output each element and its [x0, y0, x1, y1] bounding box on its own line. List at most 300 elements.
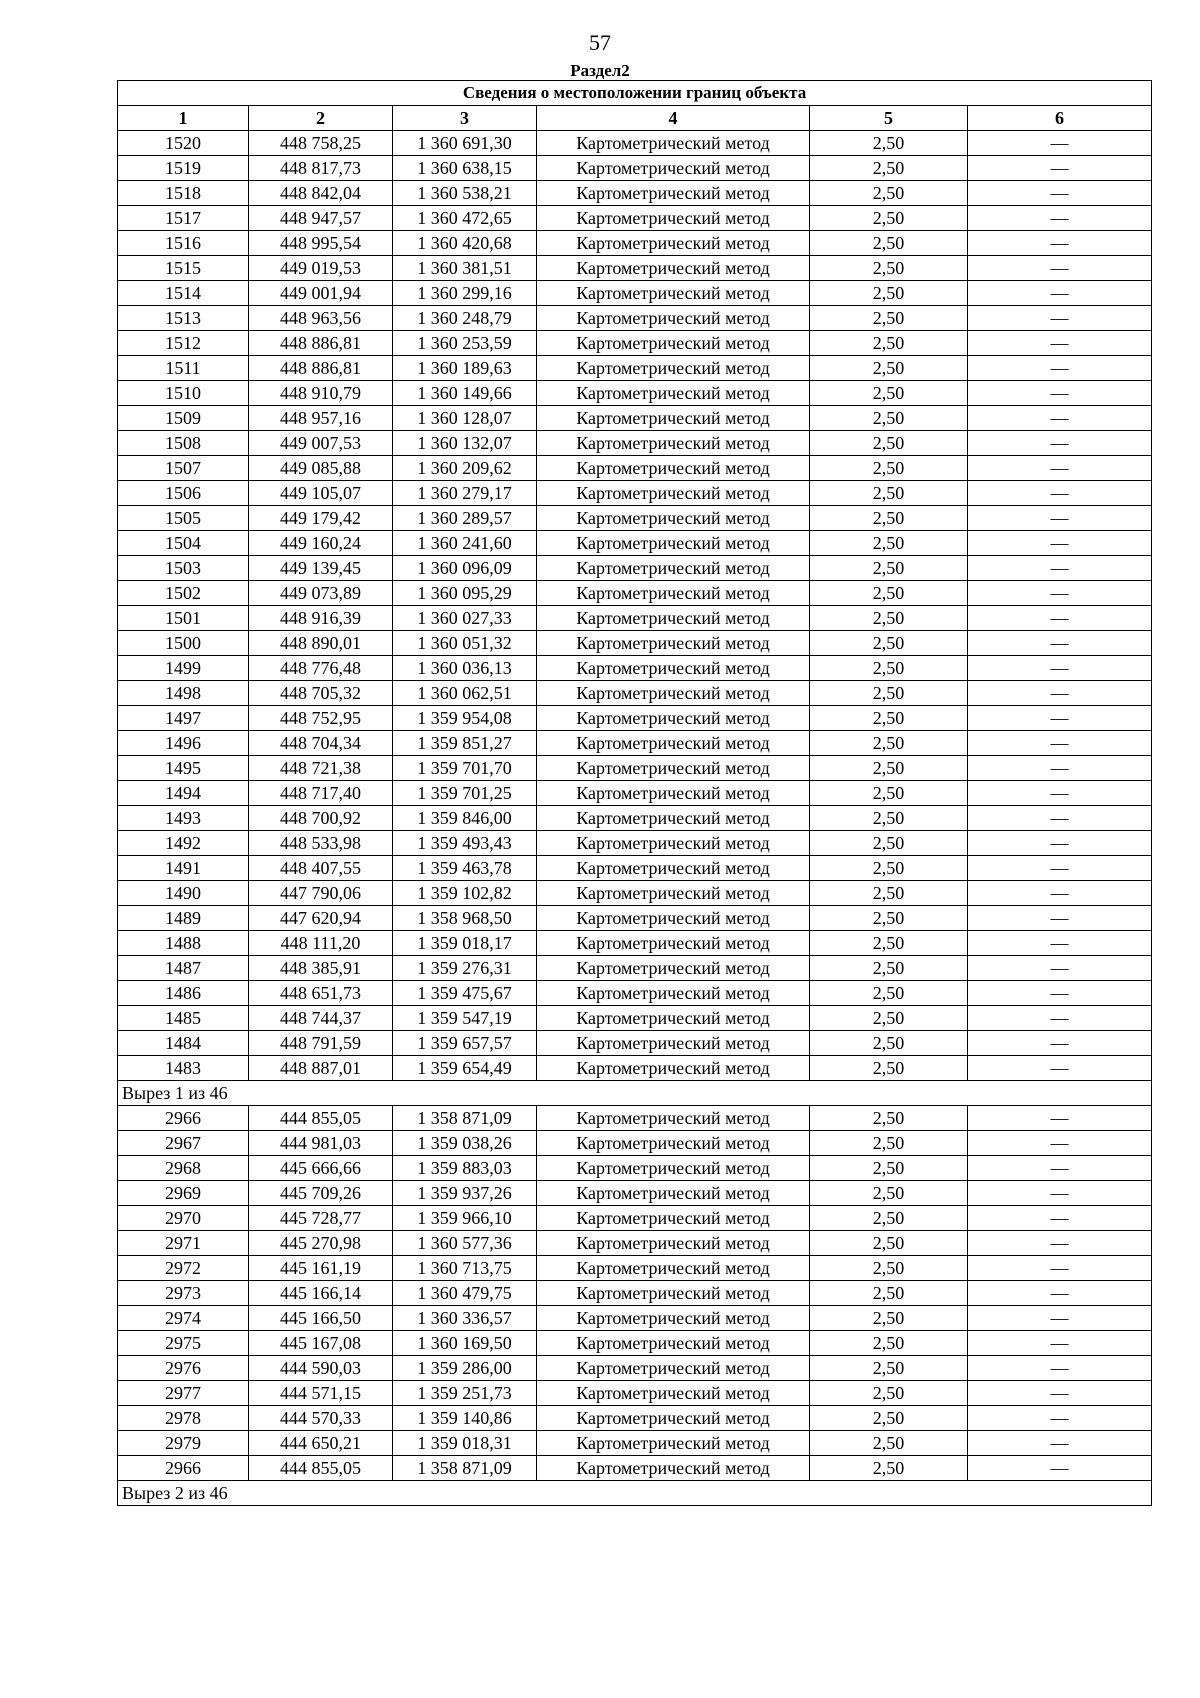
- cell-y-coordinate: 1 360 336,57: [393, 1306, 537, 1331]
- cell-point-number: 1510: [118, 381, 249, 406]
- cell-description: —: [968, 131, 1152, 156]
- table-row: [118, 706, 1152, 731]
- column-header-4: 4: [537, 106, 810, 131]
- cell-point-number: 1512: [118, 331, 249, 356]
- cell-point-number: 1493: [118, 806, 249, 831]
- cell-x-coordinate: 448 842,04: [249, 181, 393, 206]
- cell-x-coordinate: 448 957,16: [249, 406, 393, 431]
- cell-precision: 2,50: [810, 756, 968, 781]
- cell-precision: 2,50: [810, 831, 968, 856]
- table-row: [118, 956, 1152, 981]
- cell-x-coordinate: 448 890,01: [249, 631, 393, 656]
- table-row: [118, 356, 1152, 381]
- cell-description: —: [968, 806, 1152, 831]
- cell-method: Картометрический метод: [537, 1181, 810, 1206]
- cell-y-coordinate: 1 359 657,57: [393, 1031, 537, 1056]
- cell-precision: 2,50: [810, 1356, 968, 1381]
- cell-point-number: 1518: [118, 181, 249, 206]
- cell-precision: 2,50: [810, 631, 968, 656]
- cell-precision: 2,50: [810, 931, 968, 956]
- cell-x-coordinate: 448 995,54: [249, 231, 393, 256]
- cell-point-number: 1485: [118, 1006, 249, 1031]
- cell-x-coordinate: 444 571,15: [249, 1381, 393, 1406]
- cell-method: Картометрический метод: [537, 1106, 810, 1131]
- cell-method: Картометрический метод: [537, 806, 810, 831]
- cell-method: Картометрический метод: [537, 1381, 810, 1406]
- cell-description: —: [968, 1031, 1152, 1056]
- cell-x-coordinate: 444 650,21: [249, 1431, 393, 1456]
- cell-description: —: [968, 781, 1152, 806]
- cell-precision: 2,50: [810, 581, 968, 606]
- cell-x-coordinate: 444 590,03: [249, 1356, 393, 1381]
- cell-x-coordinate: 445 166,14: [249, 1281, 393, 1306]
- cell-x-coordinate: 448 758,25: [249, 131, 393, 156]
- cell-method: Картометрический метод: [537, 956, 810, 981]
- cell-method: Картометрический метод: [537, 206, 810, 231]
- column-header-6: 6: [968, 106, 1152, 131]
- cell-y-coordinate: 1 360 253,59: [393, 331, 537, 356]
- cell-x-coordinate: 448 752,95: [249, 706, 393, 731]
- cell-y-coordinate: 1 358 968,50: [393, 906, 537, 931]
- cell-y-coordinate: 1 360 638,15: [393, 156, 537, 181]
- cell-method: Картометрический метод: [537, 156, 810, 181]
- table-row: [118, 1206, 1152, 1231]
- cell-x-coordinate: 448 886,81: [249, 356, 393, 381]
- cell-x-coordinate: 449 085,88: [249, 456, 393, 481]
- cell-x-coordinate: 448 963,56: [249, 306, 393, 331]
- cell-method: Картометрический метод: [537, 181, 810, 206]
- table-row: [118, 881, 1152, 906]
- cell-x-coordinate: 449 073,89: [249, 581, 393, 606]
- cell-precision: 2,50: [810, 406, 968, 431]
- cell-method: Картометрический метод: [537, 706, 810, 731]
- cell-y-coordinate: 1 360 027,33: [393, 606, 537, 631]
- cell-y-coordinate: 1 359 102,82: [393, 881, 537, 906]
- cell-y-coordinate: 1 359 851,27: [393, 731, 537, 756]
- cell-point-number: 1494: [118, 781, 249, 806]
- cell-precision: 2,50: [810, 806, 968, 831]
- cell-y-coordinate: 1 360 299,16: [393, 281, 537, 306]
- cell-description: —: [968, 606, 1152, 631]
- cell-y-coordinate: 1 359 937,26: [393, 1181, 537, 1206]
- cell-x-coordinate: 448 700,92: [249, 806, 393, 831]
- cell-method: Картометрический метод: [537, 1281, 810, 1306]
- cell-precision: 2,50: [810, 1256, 968, 1281]
- cell-method: Картометрический метод: [537, 831, 810, 856]
- column-header-3: 3: [393, 106, 537, 131]
- cell-method: Картометрический метод: [537, 1331, 810, 1356]
- table-row: [118, 606, 1152, 631]
- cell-precision: 2,50: [810, 706, 968, 731]
- table-row: [118, 831, 1152, 856]
- cell-description: —: [968, 931, 1152, 956]
- cell-point-number: 1502: [118, 581, 249, 606]
- column-header-5: 5: [810, 106, 968, 131]
- cell-point-number: 1505: [118, 506, 249, 531]
- cell-y-coordinate: 1 358 871,09: [393, 1106, 537, 1131]
- cell-y-coordinate: 1 359 475,67: [393, 981, 537, 1006]
- cell-method: Картометрический метод: [537, 381, 810, 406]
- cell-y-coordinate: 1 359 276,31: [393, 956, 537, 981]
- cell-y-coordinate: 1 358 871,09: [393, 1456, 537, 1481]
- cell-point-number: 2974: [118, 1306, 249, 1331]
- cell-method: Картометрический метод: [537, 281, 810, 306]
- cell-y-coordinate: 1 360 036,13: [393, 656, 537, 681]
- cell-description: —: [968, 406, 1152, 431]
- cell-y-coordinate: 1 359 463,78: [393, 856, 537, 881]
- cell-precision: 2,50: [810, 231, 968, 256]
- cell-point-number: 1519: [118, 156, 249, 181]
- cell-y-coordinate: 1 360 132,07: [393, 431, 537, 456]
- cell-method: Картометрический метод: [537, 1231, 810, 1256]
- table-row: [118, 856, 1152, 881]
- cell-point-number: 1488: [118, 931, 249, 956]
- cell-method: Картометрический метод: [537, 1431, 810, 1456]
- cell-description: —: [968, 1181, 1152, 1206]
- table-row: [118, 556, 1152, 581]
- cell-description: —: [968, 1306, 1152, 1331]
- cell-y-coordinate: 1 360 289,57: [393, 506, 537, 531]
- cell-description: —: [968, 1006, 1152, 1031]
- cell-description: —: [968, 431, 1152, 456]
- cell-x-coordinate: 448 704,34: [249, 731, 393, 756]
- cell-method: Картометрический метод: [537, 631, 810, 656]
- cell-method: Картометрический метод: [537, 456, 810, 481]
- section-title: Раздел2: [570, 61, 630, 80]
- cell-point-number: 1486: [118, 981, 249, 1006]
- cell-y-coordinate: 1 360 095,29: [393, 581, 537, 606]
- cell-x-coordinate: 444 570,33: [249, 1406, 393, 1431]
- table-body: [118, 131, 1152, 1506]
- cell-description: —: [968, 906, 1152, 931]
- cell-x-coordinate: 444 855,05: [249, 1456, 393, 1481]
- cell-description: —: [968, 481, 1152, 506]
- cell-point-number: 2973: [118, 1281, 249, 1306]
- table-row: [118, 1356, 1152, 1381]
- cell-point-number: 1484: [118, 1031, 249, 1056]
- cell-description: —: [968, 856, 1152, 881]
- table-row: [118, 1281, 1152, 1306]
- cell-x-coordinate: 448 721,38: [249, 756, 393, 781]
- cell-method: Картометрический метод: [537, 606, 810, 631]
- table-row: [118, 156, 1152, 181]
- table-row: [118, 1181, 1152, 1206]
- cell-x-coordinate: 447 620,94: [249, 906, 393, 931]
- cell-y-coordinate: 1 359 883,03: [393, 1156, 537, 1181]
- cell-point-number: 1507: [118, 456, 249, 481]
- cell-precision: 2,50: [810, 131, 968, 156]
- table-row: [118, 1381, 1152, 1406]
- cell-precision: 2,50: [810, 431, 968, 456]
- cell-description: —: [968, 1231, 1152, 1256]
- cell-description: —: [968, 331, 1152, 356]
- cell-description: —: [968, 156, 1152, 181]
- table-row: [118, 1256, 1152, 1281]
- table-row: [118, 906, 1152, 931]
- cell-x-coordinate: 448 651,73: [249, 981, 393, 1006]
- table-row: [118, 1231, 1152, 1256]
- cell-precision: 2,50: [810, 556, 968, 581]
- table-row: [118, 731, 1152, 756]
- cell-description: —: [968, 1456, 1152, 1481]
- table-row: [118, 1306, 1152, 1331]
- cell-point-number: 1500: [118, 631, 249, 656]
- cell-x-coordinate: 447 790,06: [249, 881, 393, 906]
- cell-point-number: 2970: [118, 1206, 249, 1231]
- cell-x-coordinate: 444 855,05: [249, 1106, 393, 1131]
- cell-precision: 2,50: [810, 1306, 968, 1331]
- cell-x-coordinate: 448 744,37: [249, 1006, 393, 1031]
- cell-point-number: 1514: [118, 281, 249, 306]
- cell-y-coordinate: 1 360 209,62: [393, 456, 537, 481]
- cell-precision: 2,50: [810, 1331, 968, 1356]
- cell-description: —: [968, 1206, 1152, 1231]
- table-row: [118, 1031, 1152, 1056]
- cell-description: —: [968, 306, 1152, 331]
- cell-y-coordinate: 1 360 713,75: [393, 1256, 537, 1281]
- table-row: [118, 256, 1152, 281]
- cell-y-coordinate: 1 360 189,63: [393, 356, 537, 381]
- cell-description: —: [968, 231, 1152, 256]
- cell-y-coordinate: 1 360 051,32: [393, 631, 537, 656]
- cell-method: Картометрический метод: [537, 1131, 810, 1156]
- cell-precision: 2,50: [810, 381, 968, 406]
- cell-point-number: 1495: [118, 756, 249, 781]
- column-header-row: [118, 106, 1152, 131]
- cell-method: Картометрический метод: [537, 781, 810, 806]
- cell-precision: 2,50: [810, 1181, 968, 1206]
- cell-method: Картометрический метод: [537, 556, 810, 581]
- table-row: [118, 1431, 1152, 1456]
- table-row: [118, 1131, 1152, 1156]
- table-row: [118, 681, 1152, 706]
- table-row: [118, 506, 1152, 531]
- cell-x-coordinate: 448 947,57: [249, 206, 393, 231]
- cell-method: Картометрический метод: [537, 531, 810, 556]
- cell-x-coordinate: 448 533,98: [249, 831, 393, 856]
- cell-precision: 2,50: [810, 481, 968, 506]
- cell-precision: 2,50: [810, 181, 968, 206]
- cell-point-number: 1504: [118, 531, 249, 556]
- table-row: [118, 1406, 1152, 1431]
- cell-point-number: 1496: [118, 731, 249, 756]
- cell-precision: 2,50: [810, 1381, 968, 1406]
- table-row: [118, 206, 1152, 231]
- cell-precision: 2,50: [810, 881, 968, 906]
- cell-precision: 2,50: [810, 1431, 968, 1456]
- cell-y-coordinate: 1 360 691,30: [393, 131, 537, 156]
- cell-method: Картометрический метод: [537, 131, 810, 156]
- cell-precision: 2,50: [810, 1056, 968, 1081]
- table-row: [118, 1106, 1152, 1131]
- cell-description: —: [968, 381, 1152, 406]
- cell-method: Картометрический метод: [537, 1406, 810, 1431]
- cell-description: —: [968, 981, 1152, 1006]
- table-caption: Сведения о местоположении границ объекта: [118, 81, 1152, 106]
- cell-precision: 2,50: [810, 1456, 968, 1481]
- cutout-note: Вырез 2 из 46: [118, 1481, 1152, 1506]
- table-row: [118, 1056, 1152, 1081]
- cell-description: —: [968, 681, 1152, 706]
- table-row: [118, 181, 1152, 206]
- cell-point-number: 1492: [118, 831, 249, 856]
- cell-point-number: 1515: [118, 256, 249, 281]
- cell-description: —: [968, 656, 1152, 681]
- cell-method: Картометрический метод: [537, 506, 810, 531]
- cell-y-coordinate: 1 359 286,00: [393, 1356, 537, 1381]
- column-header-2: 2: [249, 106, 393, 131]
- cell-x-coordinate: 445 161,19: [249, 1256, 393, 1281]
- cell-description: —: [968, 1056, 1152, 1081]
- cell-point-number: 2979: [118, 1431, 249, 1456]
- cell-point-number: 1501: [118, 606, 249, 631]
- table-row: [118, 231, 1152, 256]
- cell-method: Картометрический метод: [537, 1256, 810, 1281]
- cell-method: Картометрический метод: [537, 1156, 810, 1181]
- cell-method: Картометрический метод: [537, 1006, 810, 1031]
- cell-x-coordinate: 448 776,48: [249, 656, 393, 681]
- cell-y-coordinate: 1 359 140,86: [393, 1406, 537, 1431]
- table-row: [118, 331, 1152, 356]
- cell-y-coordinate: 1 359 654,49: [393, 1056, 537, 1081]
- cell-method: Картометрический метод: [537, 356, 810, 381]
- cell-precision: 2,50: [810, 1206, 968, 1231]
- cell-precision: 2,50: [810, 656, 968, 681]
- cell-x-coordinate: 445 666,66: [249, 1156, 393, 1181]
- table-row: [118, 531, 1152, 556]
- cell-method: Картометрический метод: [537, 731, 810, 756]
- cell-x-coordinate: 449 160,24: [249, 531, 393, 556]
- cell-precision: 2,50: [810, 1281, 968, 1306]
- cell-x-coordinate: 449 179,42: [249, 506, 393, 531]
- cell-method: Картометрический метод: [537, 931, 810, 956]
- table-row: [118, 806, 1152, 831]
- cell-method: Картометрический метод: [537, 1031, 810, 1056]
- cell-point-number: 2966: [118, 1456, 249, 1481]
- table-row: [118, 1456, 1152, 1481]
- cell-description: —: [968, 506, 1152, 531]
- table-row: [118, 656, 1152, 681]
- table-row: [118, 1331, 1152, 1356]
- cell-precision: 2,50: [810, 781, 968, 806]
- cell-precision: 2,50: [810, 1231, 968, 1256]
- cell-method: Картометрический метод: [537, 681, 810, 706]
- cell-description: —: [968, 1281, 1152, 1306]
- cell-point-number: 1498: [118, 681, 249, 706]
- cell-description: —: [968, 1106, 1152, 1131]
- cell-point-number: 2977: [118, 1381, 249, 1406]
- cell-x-coordinate: 445 270,98: [249, 1231, 393, 1256]
- cell-point-number: 1516: [118, 231, 249, 256]
- cell-point-number: 1517: [118, 206, 249, 231]
- cell-point-number: 1509: [118, 406, 249, 431]
- cell-precision: 2,50: [810, 1406, 968, 1431]
- cutout-note-row: [118, 1081, 1152, 1106]
- cell-precision: 2,50: [810, 906, 968, 931]
- cell-description: —: [968, 731, 1152, 756]
- cell-y-coordinate: 1 360 128,07: [393, 406, 537, 431]
- cell-point-number: 2968: [118, 1156, 249, 1181]
- cell-method: Картометрический метод: [537, 906, 810, 931]
- cell-method: Картометрический метод: [537, 756, 810, 781]
- cell-description: —: [968, 1156, 1152, 1181]
- table-row: [118, 1006, 1152, 1031]
- cutout-note-row: [118, 1481, 1152, 1506]
- cell-method: Картометрический метод: [537, 481, 810, 506]
- cell-x-coordinate: 448 910,79: [249, 381, 393, 406]
- cell-y-coordinate: 1 360 279,17: [393, 481, 537, 506]
- cell-y-coordinate: 1 359 547,19: [393, 1006, 537, 1031]
- cell-precision: 2,50: [810, 206, 968, 231]
- boundary-coordinates-table: [117, 80, 1152, 1506]
- table-row: [118, 406, 1152, 431]
- cell-x-coordinate: 444 981,03: [249, 1131, 393, 1156]
- cell-point-number: 2978: [118, 1406, 249, 1431]
- cell-x-coordinate: 449 105,07: [249, 481, 393, 506]
- cell-method: Картометрический метод: [537, 331, 810, 356]
- cell-description: —: [968, 956, 1152, 981]
- cell-method: Картометрический метод: [537, 981, 810, 1006]
- cell-y-coordinate: 1 359 701,70: [393, 756, 537, 781]
- cell-x-coordinate: 448 407,55: [249, 856, 393, 881]
- cell-description: —: [968, 706, 1152, 731]
- cell-description: —: [968, 531, 1152, 556]
- cell-method: Картометрический метод: [537, 1306, 810, 1331]
- cell-point-number: 1487: [118, 956, 249, 981]
- cell-x-coordinate: 448 385,91: [249, 956, 393, 981]
- cell-x-coordinate: 445 167,08: [249, 1331, 393, 1356]
- cell-description: —: [968, 1256, 1152, 1281]
- cell-precision: 2,50: [810, 1131, 968, 1156]
- cell-description: —: [968, 756, 1152, 781]
- cell-precision: 2,50: [810, 956, 968, 981]
- cell-point-number: 1511: [118, 356, 249, 381]
- cell-description: —: [968, 1356, 1152, 1381]
- cell-precision: 2,50: [810, 506, 968, 531]
- cell-description: —: [968, 881, 1152, 906]
- cell-y-coordinate: 1 360 381,51: [393, 256, 537, 281]
- cell-point-number: 2966: [118, 1106, 249, 1131]
- cell-precision: 2,50: [810, 1031, 968, 1056]
- cell-x-coordinate: 448 916,39: [249, 606, 393, 631]
- cell-y-coordinate: 1 360 149,66: [393, 381, 537, 406]
- cell-precision: 2,50: [810, 606, 968, 631]
- table-row: [118, 1156, 1152, 1181]
- cell-point-number: 2969: [118, 1181, 249, 1206]
- cell-point-number: 1483: [118, 1056, 249, 1081]
- cell-method: Картометрический метод: [537, 856, 810, 881]
- table-row: [118, 481, 1152, 506]
- cell-precision: 2,50: [810, 1006, 968, 1031]
- cell-point-number: 1499: [118, 656, 249, 681]
- table-row: [118, 581, 1152, 606]
- cell-method: Картометрический метод: [537, 256, 810, 281]
- cell-point-number: 1508: [118, 431, 249, 456]
- cell-precision: 2,50: [810, 731, 968, 756]
- cell-point-number: 1503: [118, 556, 249, 581]
- cutout-note: Вырез 1 из 46: [118, 1081, 1152, 1106]
- cell-method: Картометрический метод: [537, 881, 810, 906]
- cell-x-coordinate: 449 019,53: [249, 256, 393, 281]
- cell-y-coordinate: 1 360 248,79: [393, 306, 537, 331]
- cell-method: Картометрический метод: [537, 406, 810, 431]
- cell-x-coordinate: 448 886,81: [249, 331, 393, 356]
- cell-precision: 2,50: [810, 456, 968, 481]
- cell-y-coordinate: 1 360 479,75: [393, 1281, 537, 1306]
- cell-y-coordinate: 1 359 493,43: [393, 831, 537, 856]
- cell-x-coordinate: 448 791,59: [249, 1031, 393, 1056]
- cell-y-coordinate: 1 359 018,31: [393, 1431, 537, 1456]
